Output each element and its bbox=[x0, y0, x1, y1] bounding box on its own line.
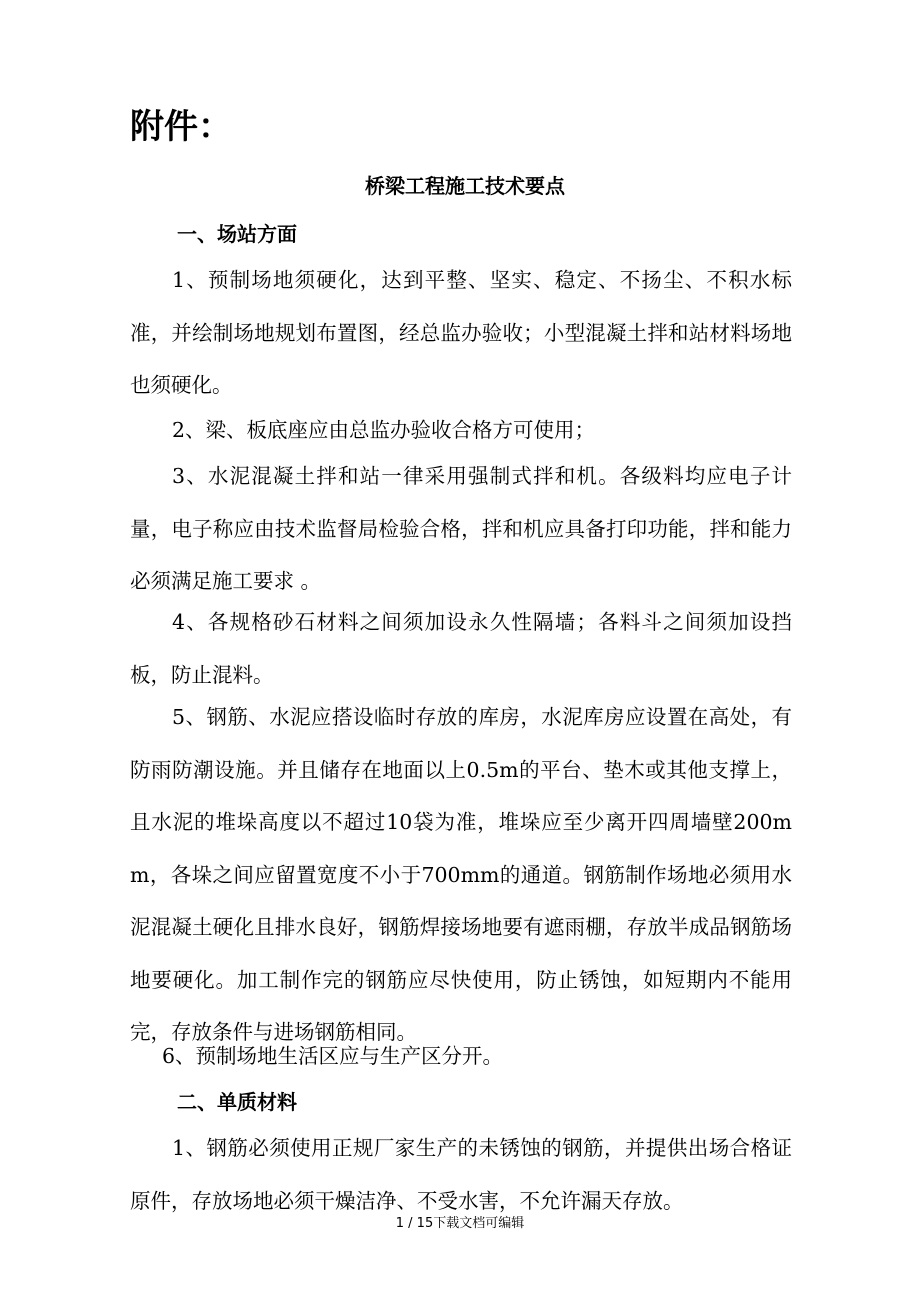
paragraph-2-1: 1、钢筋必须使用正规厂家生产的未锈蚀的钢筋，并提供出场合格证原件，存放场地必须干燥洁净、不受水害，不允许漏天存放。 bbox=[130, 1136, 792, 1213]
paragraph-1-4: 4、各规格砂石材料之间须加设永久性隔墙；各料斗之间须加设挡板，防止混料。 bbox=[130, 610, 792, 687]
section-heading-1: 一、场站方面 bbox=[177, 222, 297, 246]
paragraph-1-1: 1、预制场地须硬化，达到平整、坚实、稳定、不扬尘、不积水标准，并绘制场地规划布置图，经总监办验收；小型混凝土拌和站材料场地也须硬化。 bbox=[130, 268, 792, 397]
paragraph-1-6: 6、预制场地生活区应与生产区分开。 bbox=[162, 1044, 504, 1068]
page-footer: 1 / 15下载文档可编辑 bbox=[395, 1216, 525, 1231]
paragraph-1-5: 5、钢筋、水泥应搭设临时存放的库房，水泥库房应设置在高处，有防雨防潮设施。并且储存在地面以上0.5m的平台、垫木或其他支撑上，且水泥的堆垛高度以不超过10袋为准，堆垛应至少离开四周墙壁200mm，各垛之间应留置宽度不小于700mm的通道。钢筋制作场地必须用水泥混凝土硬化且排水良好，钢筋焊接场地要有遮雨棚，存放半成品钢筋场地要硬化。加工制作完的钢筋应尽快使用，防止锈蚀，如短期内不能用完，存放条件与进场钢筋相同。 bbox=[130, 705, 792, 1044]
section-heading-2: 二、单质材料 bbox=[177, 1090, 297, 1114]
annex-heading: 附件： bbox=[130, 107, 232, 147]
document-title: 桥梁工程施工技术要点 bbox=[365, 174, 565, 198]
paragraph-1-3: 3、水泥混凝土拌和站一律采用强制式拌和机。各级料均应电子计量，电子称应由技术监督局检验合格，拌和机应具备打印功能，拌和能力必须满足施工要求 。 bbox=[130, 464, 792, 593]
paragraph-1-2: 2、梁、板底座应由总监办验收合格方可使用； bbox=[172, 418, 596, 442]
